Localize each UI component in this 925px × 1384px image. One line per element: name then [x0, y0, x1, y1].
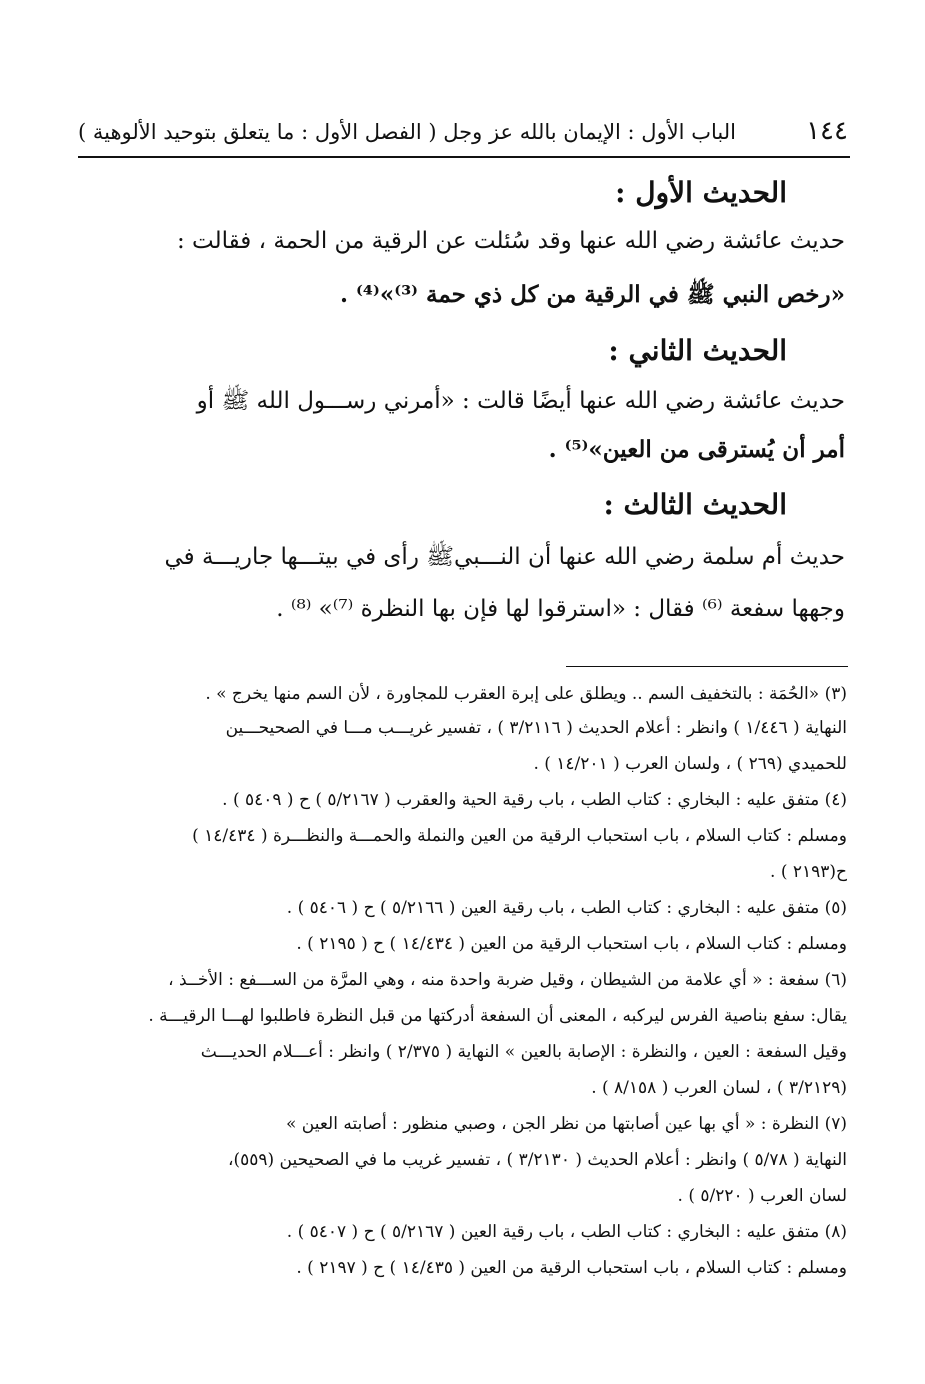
- hadith-heading-3: الحديث الثالث :: [603, 488, 787, 521]
- footnote-divider: [566, 666, 848, 667]
- page-number: ١٤٤: [806, 116, 848, 146]
- hadith-text-line: حديث عائشة رضي الله عنها أيضًا قالت : «أمرني رســـول الله ﷺ أو: [196, 388, 845, 414]
- footnote-line: ومسلم : كتاب السلام ، باب استحباب الرقية من العين ( ١٤/٤٣٤ ) ح ( ٢١٩٥ ) .: [296, 934, 847, 954]
- footnote-line: لسان العرب ( ٥/٢٢٠ ) .: [677, 1186, 847, 1206]
- footnote-line: ومسلم : كتاب السلام ، باب استحباب الرقية من العين ( ١٤/٤٣٥ ) ح ( ٢١٩٧ ) .: [296, 1258, 847, 1278]
- page-header: [78, 112, 848, 154]
- hadith-text-line: حديث أم سلمة رضي الله عنها أن النـــبيﷺ رأى في بيتـــها جاريـــة في: [164, 544, 845, 570]
- footnote-line: (٧) النظرة : « أي بها عين أصابتها من نظر الجن ، وصبي منظور : أصابته العين »: [285, 1114, 847, 1134]
- hadith-heading-1: الحديث الأول :: [615, 176, 787, 209]
- hadith-text-line: «رخص النبي ﷺ في الرقية من كل ذي حمة ⁽³⁾»⁽⁴⁾ .: [340, 281, 845, 308]
- footnote-line: يقال: سفع بناصية الفرس ليركبه ، المعنى أن السفعة أدركتها من قبل النظرة فاطلبوا لهـــا الرقيـــة .: [148, 1006, 847, 1026]
- footnote-line: (٨) متفق عليه : البخاري : كتاب الطب ، باب رقية العين ( ٥/٢١٦٧ ) ح ( ٥٤٠٧ ) .: [286, 1222, 847, 1242]
- footnote-line: (٤) متفق عليه : البخاري : كتاب الطب ، باب رقية الحية والعقرب ( ٥/٢١٦٧ ) ح ( ٥٤٠٩ ) .: [222, 790, 847, 810]
- footnote-line: النهاية ( ١/٤٤٦ ) وانظر : أعلام الحديث ( ٣/٢١١٦ ) ، تفسير غريـــب مـــا في الصحيحـــين: [225, 718, 847, 738]
- footnote-line: (٦) سفعة : « أي علامة من الشيطان ، وقيل ضربة واحدة منه ، وهي المرَّة من الســـفع : الأخــذ ،: [168, 970, 847, 990]
- running-title: الباب الأول : الإيمان بالله عز وجل ( الفصل الأول : ما يتعلق بتوحيد الألوهية ): [78, 120, 736, 144]
- hadith-text-line: أمر أن يُسترقى من العين»⁽⁵⁾ .: [548, 436, 845, 463]
- footnote-line: وقيل السفعة : العين ، والنظرة : الإصابة بالعين » النهاية ( ٢/٣٧٥ ) وانظر : أعـــلام الحديـــث: [200, 1042, 847, 1062]
- hadith-heading-2: الحديث الثاني :: [608, 334, 787, 367]
- hadith-text-line: وجهها سفعة ⁽⁶⁾ فقال : «استرقوا لها فإن بها النظرة ⁽⁷⁾» ⁽⁸⁾ .: [276, 596, 845, 622]
- footnote-line: للحميدي (٢٦٩ ) ، ولسان العرب ( ١٤/٢٠١ ) .: [533, 754, 847, 774]
- footnote-line: (٣/٢١٢٩ ) ، لسان العرب ( ٨/١٥٨ ) .: [591, 1078, 847, 1098]
- footnote-line: النهاية ( ٥/٧٨ ) وانظر : أعلام الحديث ( ٣/٢١٣٠ ) ، تفسير غريب ما في الصحيحين (٥٥٩)،: [227, 1150, 847, 1170]
- hadith-text-line: حديث عائشة رضي الله عنها وقد سُئلت عن الرقية من الحمة ، فقالت :: [177, 228, 845, 254]
- footnote-line: (٣) «الحُمَة : بالتخفيف السم .. ويطلق على إبرة العقرب للمجاورة ، لأن السم منها يخرج » .: [205, 684, 847, 704]
- footnote-line: ح(٢١٩٣ ) .: [770, 862, 847, 882]
- footnote-line: ومسلم : كتاب السلام ، باب استحباب الرقية من العين والنملة والحمـــة والنظـــرة ( ١٤/٤٣٤ ): [192, 826, 847, 846]
- header-divider: [78, 156, 850, 158]
- footnote-line: (٥) متفق عليه : البخاري : كتاب الطب ، باب رقية العين ( ٥/٢١٦٦ ) ح ( ٥٤٠٦ ) .: [286, 898, 847, 918]
